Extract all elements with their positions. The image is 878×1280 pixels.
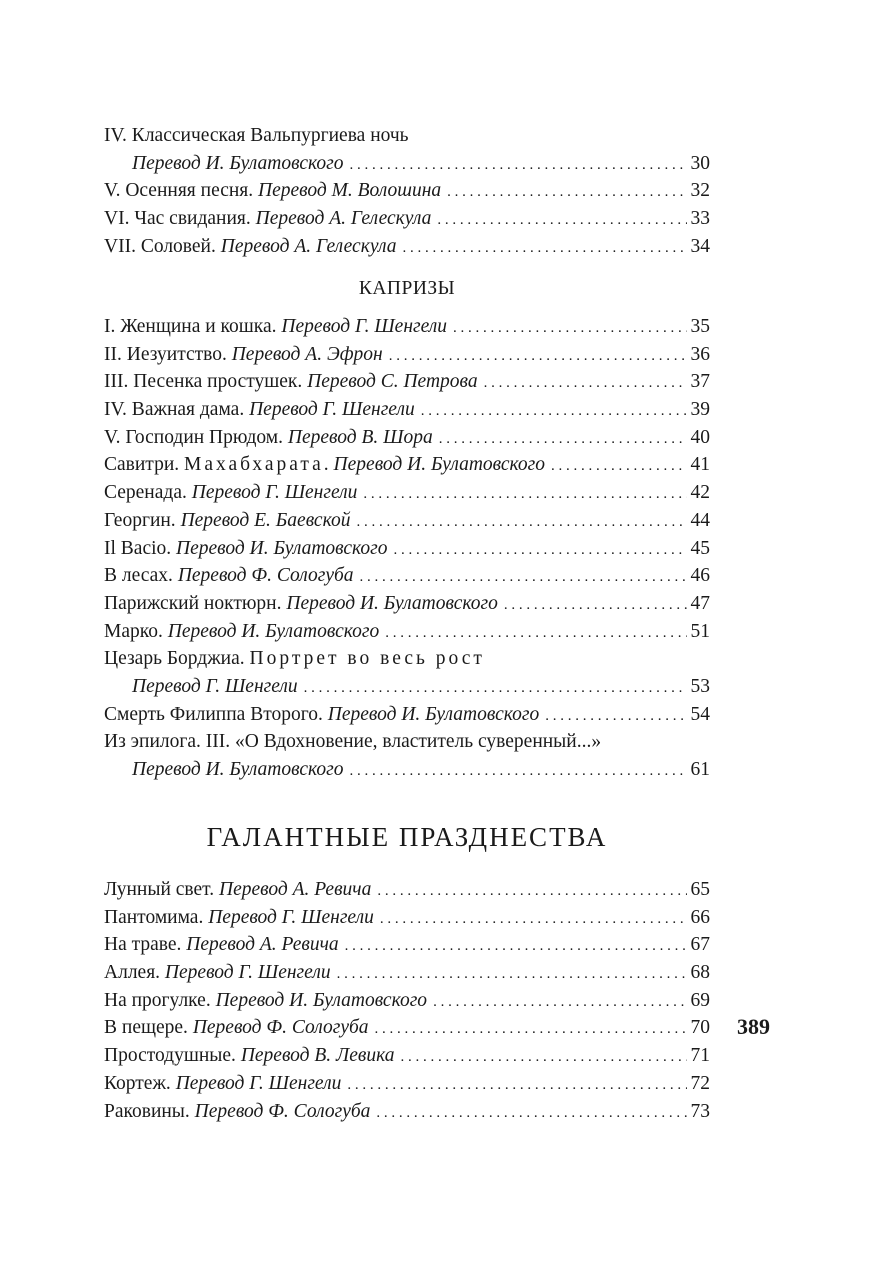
entry-page-number: 68 bbox=[690, 962, 710, 984]
entry-translator: Перевод Е. Баевской bbox=[180, 509, 351, 531]
dot-leader bbox=[421, 398, 687, 426]
toc-entry-text bbox=[104, 728, 601, 756]
section-title-galantnye: ГАЛАНТНЫЕ ПРАЗДНЕСТВА bbox=[206, 822, 608, 852]
entry-page-number: 65 bbox=[690, 879, 710, 900]
entry-page-number: 44 bbox=[690, 509, 710, 531]
entry-page-number: 61 bbox=[690, 759, 710, 780]
toc-entry-text bbox=[104, 396, 415, 424]
entry-translator: Перевод И. Булатовского bbox=[132, 759, 344, 780]
toc-entry-text bbox=[104, 904, 374, 932]
entry-title: V. Господин Прюдом. bbox=[104, 426, 288, 448]
entry-page-number: 42 bbox=[690, 482, 710, 504]
dot-leader bbox=[394, 537, 687, 565]
dot-leader bbox=[375, 1016, 687, 1044]
toc-entry-text bbox=[104, 424, 433, 452]
entry-translator: Перевод В. Шора bbox=[287, 426, 433, 448]
toc-entry-text bbox=[104, 590, 498, 618]
dot-leader bbox=[484, 370, 687, 398]
toc-entry bbox=[104, 931, 710, 959]
entry-translator: Перевод Ф. Сологуба bbox=[177, 565, 354, 587]
dot-leader bbox=[349, 758, 686, 786]
section-title-kaprizy: КАПРИЗЫ bbox=[358, 278, 456, 299]
entry-title: VII. Соловей. bbox=[104, 235, 221, 257]
toc-entry bbox=[104, 1098, 710, 1126]
entry-title: На прогулке. bbox=[104, 989, 216, 1011]
entry-title: Савитри. bbox=[104, 454, 184, 476]
entry-translator: Перевод Г. Шенгели bbox=[281, 316, 448, 337]
entry-page-number: 34 bbox=[690, 235, 710, 257]
dot-leader bbox=[377, 878, 686, 906]
toc-entry-text bbox=[132, 150, 343, 178]
page-number: 389 bbox=[737, 1014, 770, 1039]
toc-entry-text bbox=[132, 756, 343, 784]
toc-entry-text bbox=[132, 673, 298, 701]
entry-title: II. Иезуитство. bbox=[104, 343, 232, 365]
entry-title: Цезарь Борджиа. bbox=[104, 648, 250, 670]
entry-translator: Перевод И. Булатовского bbox=[327, 703, 540, 725]
entry-page-number: 41 bbox=[690, 454, 710, 476]
entry-page-number: 53 bbox=[690, 675, 710, 697]
toc-entry bbox=[104, 424, 710, 452]
toc-entry-text bbox=[104, 479, 357, 507]
toc-entry bbox=[104, 507, 710, 535]
toc-entry bbox=[104, 233, 710, 261]
entry-title: Il Bacio. bbox=[104, 537, 177, 559]
toc-entry-text bbox=[104, 562, 354, 590]
toc-entry bbox=[104, 904, 710, 932]
entry-translator: Перевод Г. Шенгели bbox=[208, 906, 374, 928]
entry-title: Кортеж. bbox=[104, 1072, 176, 1094]
entry-title: На траве. bbox=[104, 934, 187, 956]
entry-page-number: 51 bbox=[690, 620, 710, 642]
toc-entry bbox=[104, 987, 710, 1015]
entry-title: Георгин. bbox=[104, 509, 181, 531]
entry-translator: Перевод А. Ревича bbox=[218, 879, 372, 900]
entry-title: Простодушные. bbox=[104, 1045, 241, 1067]
entry-title: Из эпилога. III. «О Вдохновение, властитель суверенный...» bbox=[104, 731, 602, 753]
entry-translator: Перевод И. Булатовского bbox=[215, 989, 428, 1011]
toc-block-galantnye bbox=[104, 876, 710, 1125]
dot-leader bbox=[437, 207, 686, 235]
entry-title: В лесах. bbox=[104, 565, 178, 587]
toc-entry bbox=[104, 313, 710, 341]
toc-entry bbox=[104, 645, 710, 673]
entry-subtitle: Портрет во весь рост bbox=[249, 648, 485, 670]
entry-page-number: 54 bbox=[690, 703, 710, 725]
entry-title: Парижский ноктюрн. bbox=[104, 592, 287, 614]
toc-entry-text bbox=[104, 122, 409, 150]
entry-translator: Перевод И. Булатовского bbox=[167, 620, 380, 642]
entry-page-number: 73 bbox=[690, 1100, 710, 1122]
entry-title: Серенада. bbox=[104, 482, 192, 504]
toc-entry-text bbox=[104, 341, 383, 369]
entry-page-number: 67 bbox=[690, 934, 710, 956]
entry-page-number: 40 bbox=[690, 426, 710, 448]
entry-separator: . bbox=[323, 454, 334, 476]
toc-entry-text bbox=[104, 313, 447, 341]
toc-entry bbox=[104, 1070, 710, 1098]
toc-entry bbox=[104, 701, 710, 729]
entry-translator: Перевод А. Эфрон bbox=[231, 343, 383, 365]
entry-page-number: 47 bbox=[690, 592, 710, 614]
entry-page-number: 32 bbox=[690, 180, 710, 202]
toc-entry-text bbox=[104, 1098, 370, 1126]
toc-entry bbox=[104, 562, 710, 590]
dot-leader bbox=[337, 961, 687, 989]
entry-page-number: 35 bbox=[690, 316, 710, 337]
toc-entry bbox=[104, 876, 710, 904]
entry-translator: Перевод М. Волошина bbox=[258, 180, 442, 202]
entry-translator: Перевод И. Булатовского bbox=[176, 537, 388, 559]
entry-page-number: 39 bbox=[690, 399, 710, 421]
toc-block-continued bbox=[104, 122, 710, 260]
toc-entry bbox=[104, 177, 710, 205]
entry-title: IV. Классическая Вальпургиева ночь bbox=[104, 125, 409, 146]
toc-entry bbox=[104, 673, 710, 701]
dot-leader bbox=[349, 152, 686, 180]
toc-entry-text bbox=[104, 368, 478, 396]
toc-entry-text bbox=[104, 535, 388, 563]
entry-title: VI. Час свидания. bbox=[104, 208, 256, 230]
dot-leader bbox=[551, 453, 686, 481]
entry-page-number: 45 bbox=[690, 537, 710, 559]
entry-page-number: 72 bbox=[690, 1072, 710, 1094]
entry-translator: Перевод Г. Шенгели bbox=[191, 482, 358, 504]
dot-leader bbox=[389, 343, 687, 371]
entry-translator: Перевод В. Левика bbox=[240, 1045, 395, 1067]
entry-title: III. Песенка простушек. bbox=[104, 371, 308, 393]
toc-block-kaprizy bbox=[104, 313, 710, 784]
toc-entry-text bbox=[104, 876, 371, 904]
entry-translator: Перевод А. Гелескула bbox=[255, 208, 432, 230]
toc-entry-text bbox=[104, 931, 339, 959]
toc-entry bbox=[104, 618, 710, 646]
entry-translator: Перевод И. Булатовского bbox=[333, 454, 546, 476]
toc-entry-text bbox=[104, 1070, 341, 1098]
entry-title: Лунный свет. bbox=[104, 879, 219, 900]
entry-title: IV. Важная дама. bbox=[104, 399, 250, 421]
dot-leader bbox=[504, 592, 687, 620]
dot-leader bbox=[447, 179, 686, 207]
entry-translator: Перевод Г. Шенгели bbox=[249, 399, 415, 421]
entry-translator: Перевод Г. Шенгели bbox=[132, 675, 298, 697]
entry-title: I. Женщина и кошка. bbox=[104, 316, 282, 337]
entry-page-number: 33 bbox=[690, 208, 710, 230]
toc-entry bbox=[104, 205, 710, 233]
toc-entry bbox=[104, 368, 710, 396]
entry-page-number: 46 bbox=[690, 565, 710, 587]
toc-entry bbox=[104, 451, 710, 479]
dot-leader bbox=[376, 1100, 686, 1128]
entry-page-number: 71 bbox=[690, 1045, 710, 1067]
entry-translator: Перевод Ф. Сологуба bbox=[194, 1100, 371, 1122]
entry-title: Пантомима. bbox=[104, 906, 209, 928]
dot-leader bbox=[304, 675, 687, 703]
entry-translator: Перевод И. Булатовского bbox=[132, 152, 344, 174]
entry-page-number: 36 bbox=[690, 343, 710, 365]
entry-page-number: 30 bbox=[690, 152, 710, 174]
dot-leader bbox=[345, 933, 687, 961]
entry-translator: Перевод Г. Шенгели bbox=[164, 962, 331, 984]
entry-page-number: 66 bbox=[690, 906, 710, 928]
dot-leader bbox=[363, 481, 686, 509]
entry-title: Раковины. bbox=[104, 1100, 195, 1122]
entry-title: Аллея. bbox=[104, 962, 165, 984]
entry-page-number: 70 bbox=[690, 1017, 710, 1039]
entry-translator: Перевод Ф. Сологуба bbox=[192, 1017, 369, 1039]
toc-entry-text bbox=[104, 618, 379, 646]
dot-leader bbox=[433, 989, 686, 1017]
dot-leader bbox=[402, 235, 686, 263]
dot-leader bbox=[360, 564, 687, 592]
entry-page-number: 69 bbox=[690, 989, 710, 1011]
toc-entry bbox=[104, 341, 710, 369]
dot-leader bbox=[401, 1044, 687, 1072]
toc-entry bbox=[104, 535, 710, 563]
entry-translator: Перевод А. Гелескула bbox=[220, 235, 397, 257]
dot-leader bbox=[453, 315, 686, 343]
entry-page-number: 37 bbox=[690, 371, 710, 393]
toc-entry bbox=[104, 1042, 710, 1070]
toc-entry bbox=[104, 728, 710, 756]
toc-entry bbox=[104, 590, 710, 618]
toc-entry-text bbox=[104, 959, 331, 987]
dot-leader bbox=[385, 620, 686, 648]
toc-entry-text bbox=[104, 1014, 369, 1042]
toc-entry-text bbox=[104, 701, 539, 729]
toc-entry-text bbox=[104, 1042, 395, 1070]
entry-title: Марко. bbox=[104, 620, 168, 642]
toc-entry-text bbox=[104, 507, 350, 535]
toc-entry bbox=[104, 959, 710, 987]
toc-entry bbox=[104, 1014, 710, 1042]
toc-entry bbox=[104, 150, 710, 178]
entry-title: В пещере. bbox=[104, 1017, 193, 1039]
toc-entry-text bbox=[104, 233, 396, 261]
toc-entry-text bbox=[104, 177, 441, 205]
dot-leader bbox=[356, 509, 686, 537]
dot-leader bbox=[347, 1072, 686, 1100]
toc-entry-text bbox=[104, 645, 485, 673]
entry-subtitle: Махабхарата bbox=[184, 454, 324, 476]
dot-leader bbox=[439, 426, 687, 454]
entry-title: Смерть Филиппа Второго. bbox=[104, 703, 328, 725]
entry-translator: Перевод И. Булатовского bbox=[286, 592, 498, 614]
toc-entry-text bbox=[104, 987, 427, 1015]
entry-translator: Перевод Г. Шенгели bbox=[175, 1072, 342, 1094]
toc-entry bbox=[104, 396, 710, 424]
entry-translator: Перевод С. Петрова bbox=[307, 371, 478, 393]
entry-title: V. Осенняя песня. bbox=[104, 180, 259, 202]
entry-translator: Перевод А. Ревича bbox=[186, 934, 339, 956]
toc-entry bbox=[104, 122, 710, 150]
toc-entry-text bbox=[104, 205, 431, 233]
toc-entry-text bbox=[104, 451, 545, 479]
dot-leader bbox=[545, 703, 686, 731]
dot-leader bbox=[380, 906, 687, 934]
toc-entry bbox=[104, 756, 710, 784]
toc-entry bbox=[104, 479, 710, 507]
